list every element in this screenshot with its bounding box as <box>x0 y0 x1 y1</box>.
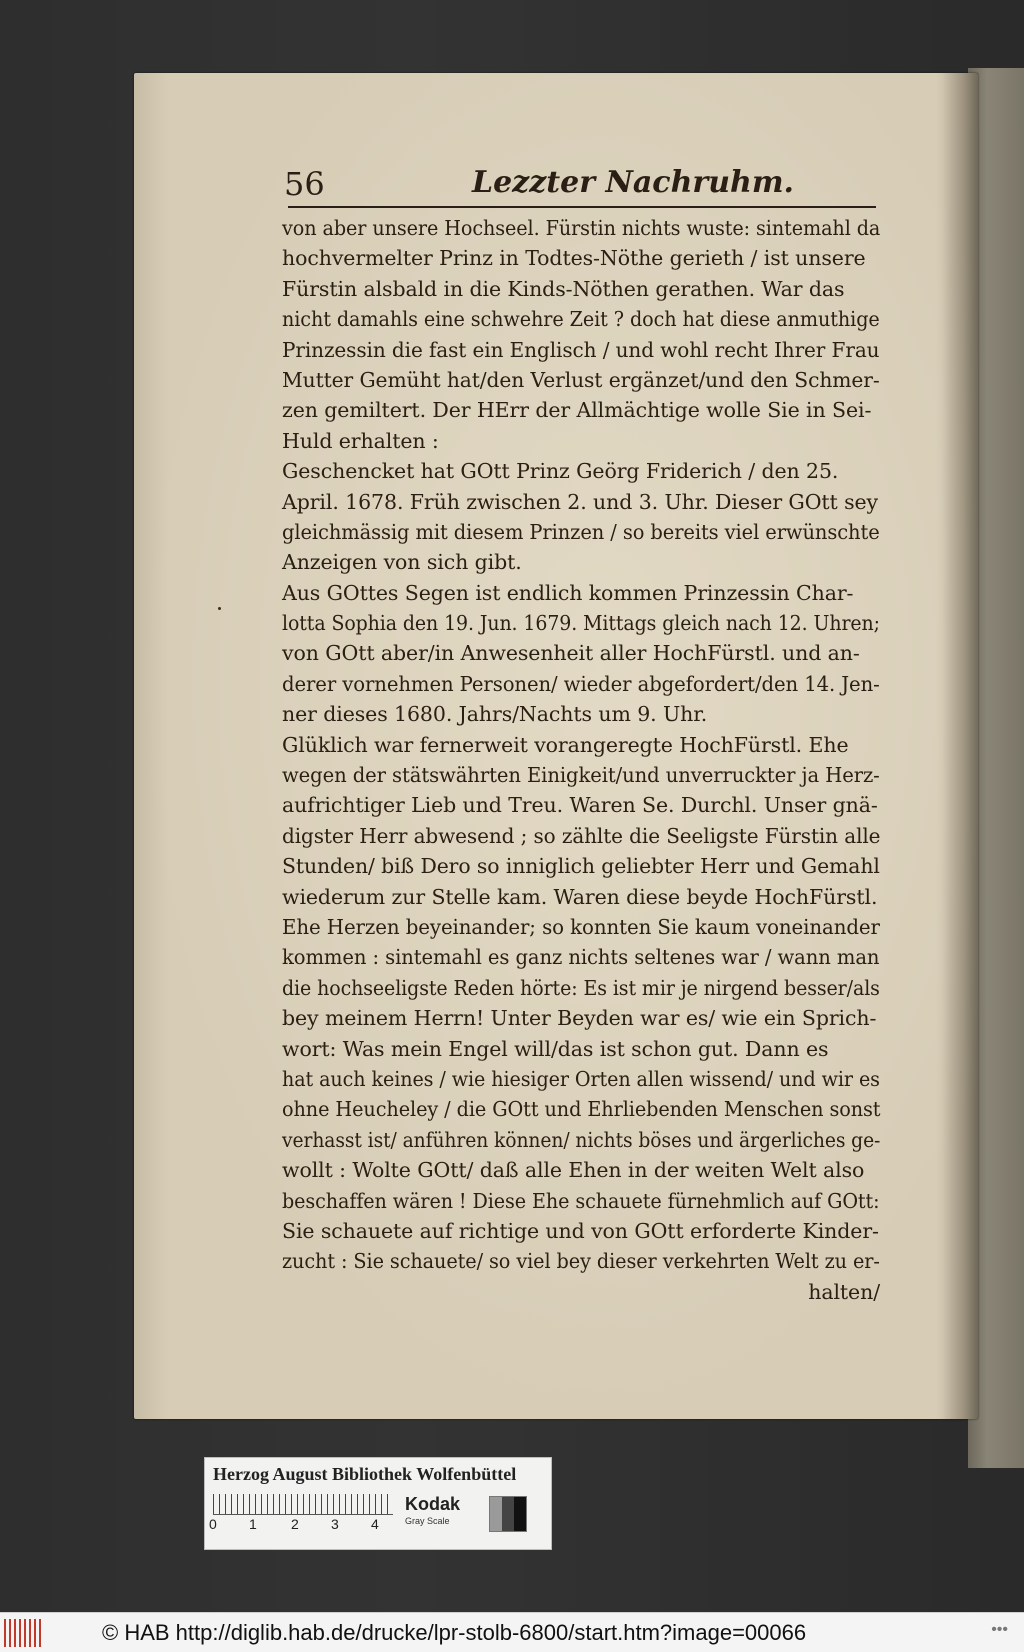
text-line: nicht damahls eine schwehre Zeit ? doch hat diese anmuthige <box>282 307 880 332</box>
text-line: die hochseeligste Reden hörte: Es ist mir je nirgend besser/als <box>282 975 880 1000</box>
text-line: Anzeigen von sich gibt. <box>282 550 522 575</box>
text-line: hat auch keines / wie hiesiger Orten allen wissend/ und wir es <box>282 1066 880 1091</box>
margin-mark <box>218 607 221 610</box>
text-line: wiederum zur Stelle kam. Waren diese beyde HochFürstl. <box>282 884 878 909</box>
running-head <box>284 161 878 201</box>
text-line: wollt : Wolte GOtt/ daß alle Ehen in der weiten Welt also <box>282 1158 865 1183</box>
color-calibration-bar <box>204 1457 552 1550</box>
scale-number: 2 <box>291 1516 299 1532</box>
text-line: Geschencket hat GOtt Prinz Geörg Friderich / den 25. <box>282 459 839 484</box>
gray-scale-label: Gray Scale <box>405 1516 450 1526</box>
text-line: Mutter Gemüht hat/den Verlust ergänzet/und den Schmer- <box>282 367 880 392</box>
text-line: von GOtt aber/in Anwesenheit aller HochFürstl. und an- <box>282 641 860 666</box>
text-line: zucht : Sie schauete/ so viel bey dieser verkehrten Welt zu er- <box>282 1249 880 1274</box>
text-line: ner dieses 1680. Jahrs/Nachts um 9. Uhr. <box>282 702 708 727</box>
text-line: wegen der stätswährten Einigkeit/und unverruckter ja Herz- <box>282 763 880 788</box>
text-line: Fürstin alsbald in die Kinds-Nöthen gerathen. War das <box>282 276 845 301</box>
text-line: beschaffen wären ! Diese Ehe schauete fürnehmlich auf GOtt: <box>282 1188 880 1213</box>
kodak-logo: Kodak <box>405 1494 461 1514</box>
scale-number: 0 <box>209 1516 217 1532</box>
page-number: 56 <box>284 165 325 203</box>
book-page <box>134 73 978 1419</box>
footer-bar <box>0 1612 1024 1652</box>
footer-source-link[interactable]: © HAB http://diglib.hab.de/drucke/lpr-stolb-6800/start.htm?image=00066 <box>102 1620 807 1645</box>
scale-numbers <box>209 1516 409 1536</box>
head-rule <box>288 206 876 208</box>
text-line: lotta Sophia den 19. Jun. 1679. Mittags gleich nach 12. Uhren; <box>282 611 880 636</box>
text-line: ohne Heucheley / die GOtt und Ehrliebenden Menschen sonst <box>282 1097 881 1122</box>
text-line: Ehe Herzen beyeinander; so konnten Sie kaum voneinander <box>282 914 880 939</box>
running-title: Lezzter Nachruhm. <box>472 165 795 200</box>
text-line: Aus GOttes Segen ist endlich kommen Prinzessin Char- <box>282 580 854 605</box>
text-line: Huld erhalten : <box>282 428 439 453</box>
text-line: hochvermelter Prinz in Todtes-Nöthe gerieth / ist unsere <box>282 246 866 271</box>
scale-ruler <box>213 1494 393 1515</box>
text-line: kommen : sintemahl es ganz nichts seltenes war / wann man <box>282 945 880 970</box>
scale-number: 1 <box>249 1516 257 1532</box>
text-line: Prinzessin die fast ein Englisch / und wohl recht Ihrer Frau <box>282 337 880 362</box>
text-line: bey meinem Herrn! Unter Beyden war es/ wie ein Sprich- <box>282 1006 877 1031</box>
text-line: Glüklich war fernerweit vorangeregte HochFürstl. Ehe <box>282 732 849 757</box>
gray-swatch <box>489 1496 527 1532</box>
colorbar-title: Herzog August Bibliothek Wolfenbüttel <box>213 1464 517 1484</box>
scale-number: 4 <box>371 1516 379 1532</box>
text-line: Sie schauete auf richtige und von GOtt erforderte Kinder- <box>282 1218 879 1243</box>
text-line: aufrichtiger Lieb und Treu. Waren Se. Durchl. Unser gnä- <box>282 793 878 818</box>
text-line: April. 1678. Früh zwischen 2. und 3. Uhr. Dieser GOtt sey <box>282 489 879 514</box>
scale-number: 3 <box>331 1516 339 1532</box>
text-line: digster Herr abwesend ; so zählte die Seeligste Fürstin alle <box>282 823 881 848</box>
text-line: wort: Was mein Engel will/das ist schon gut. Dann es <box>282 1036 829 1061</box>
hab-logo-icon <box>4 1619 44 1647</box>
text-line: Stunden/ biß Dero so inniglich geliebter Herr und Gemahl <box>282 854 880 879</box>
page-gutter-shadow <box>942 73 978 1419</box>
text-line: verhasst ist/ anführen können/ nichts böses und ärgerliches ge- <box>282 1127 881 1152</box>
text-line: von aber unsere Hochseel. Fürstin nichts wuste: sintemahl da <box>282 216 881 240</box>
body-text <box>282 213 880 1307</box>
more-icon[interactable]: ••• <box>991 1621 1008 1638</box>
text-line: gleichmässig mit diesem Prinzen / so bereits viel erwünschte <box>282 519 880 544</box>
text-line: zen gemiltert. Der HErr der Allmächtige wolle Sie in Sei- <box>282 398 872 423</box>
catchword: halten/ <box>808 1279 880 1304</box>
text-line: derer vornehmen Personen/ wieder abgefordert/den 14. Jen- <box>282 671 880 696</box>
